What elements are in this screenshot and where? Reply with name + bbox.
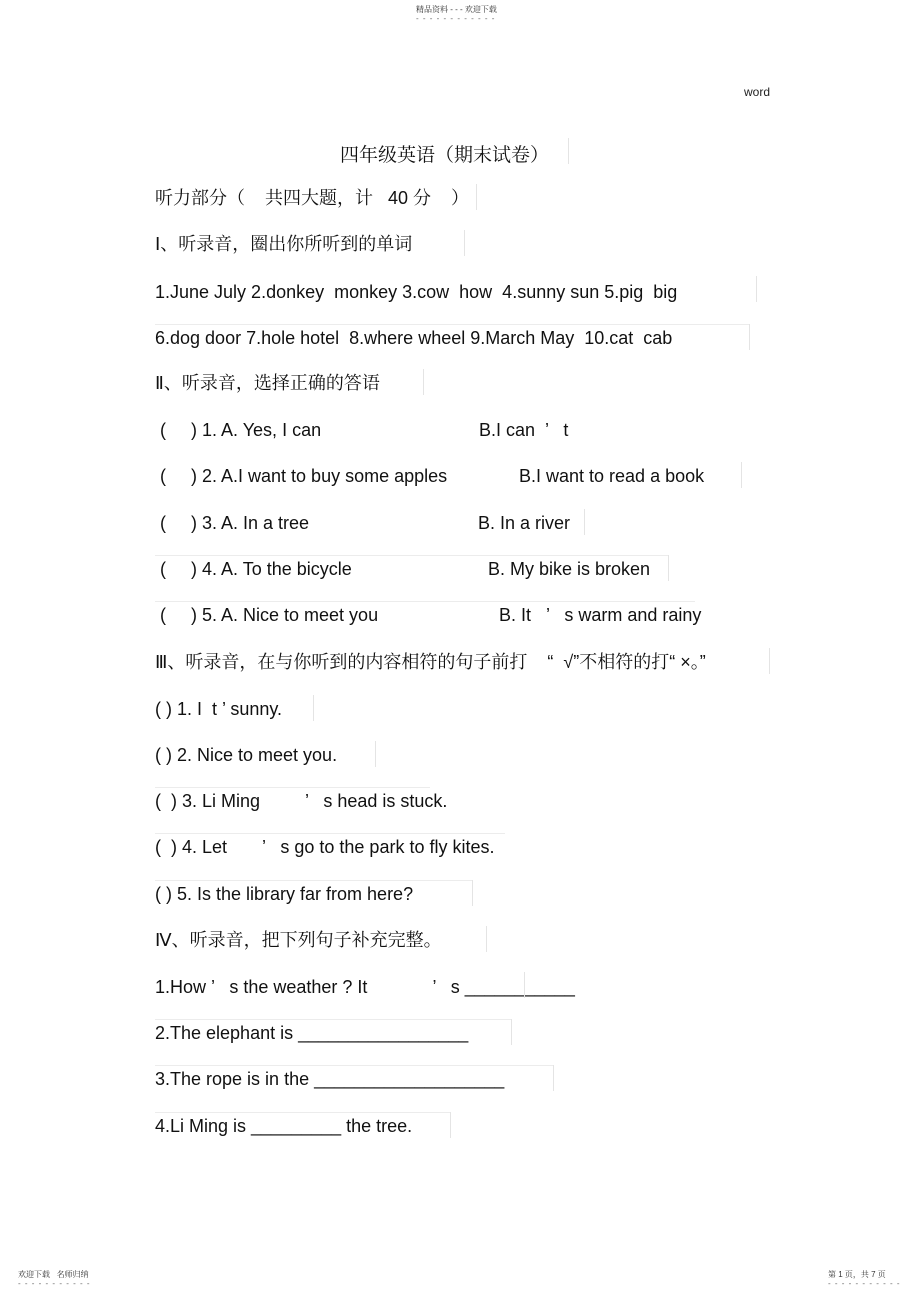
row-guide (155, 787, 430, 788)
part4-heading: Ⅳ、听录音，把下列句子补充完整。 (155, 930, 442, 950)
part3-item5: ( ) 5. Is the library far from here? (155, 884, 414, 904)
margin-mark (464, 230, 465, 256)
row-guide (155, 555, 669, 556)
margin-mark (450, 1112, 451, 1138)
part2-item1-b: B.I can ’ t (479, 420, 569, 440)
row-guide (155, 1019, 511, 1020)
part4-item3: 3.The rope is in the ___________________ (155, 1069, 505, 1089)
margin-mark (584, 509, 585, 535)
part1-heading: Ⅰ、听录音，圈出你所听到的单词 (155, 234, 413, 254)
row-guide (155, 601, 695, 602)
part2-item5-a: ( ) 5. A. Nice to meet you (160, 605, 379, 625)
margin-mark (769, 648, 770, 674)
margin-mark (553, 1065, 554, 1091)
margin-mark (486, 926, 487, 952)
header-text: 精品资料 - - - 欢迎下载 (416, 5, 497, 14)
part3-item4: ( ) 4. Let ’ s go to the park to fly kites. (155, 837, 495, 857)
part2-heading: Ⅱ、听录音，选择正确的答语 (155, 373, 380, 393)
margin-mark (668, 555, 669, 581)
row-guide (155, 324, 749, 325)
part3-item3: ( ) 3. Li Ming ’ s head is stuck. (155, 791, 448, 811)
row-guide (155, 1065, 553, 1066)
footer-left: 欢迎下载 名师归纳 (18, 1270, 89, 1279)
margin-mark (511, 1019, 512, 1045)
part2-item3-a: ( ) 3. A. In a tree (160, 513, 310, 533)
margin-mark (472, 880, 473, 906)
part3-heading: Ⅲ、听录音，在与你听到的内容相符的句子前打 “ √”不相符的打“ ×。” (155, 652, 706, 672)
word-label: word (744, 85, 771, 99)
margin-mark (749, 324, 750, 350)
margin-mark (756, 276, 757, 302)
part3-item2: ( ) 2. Nice to meet you. (155, 745, 338, 765)
row-guide (155, 880, 472, 881)
row-guide (155, 1112, 450, 1113)
section-intro: 听力部分（ 共四大题，计 40 分 ） (155, 188, 470, 208)
row-guide (155, 833, 505, 834)
part4-item4: 4.Li Ming is _________ the tree. (155, 1116, 413, 1136)
part3-item1: ( ) 1. I t ’ sunny. (155, 699, 283, 719)
footer-right-dots: - - - - - - - - - - - (828, 1279, 901, 1288)
margin-mark (524, 972, 525, 998)
part4-item1: 1.How ’ s the weather ? It ’ s ___________ (155, 977, 575, 997)
footer-page-number: 第 1 页，共 7 页 (828, 1270, 886, 1279)
part2-item4-a: ( ) 4. A. To the bicycle (160, 559, 352, 579)
margin-mark (476, 184, 477, 210)
part2-item4-b: B. My bike is broken (488, 559, 651, 579)
margin-mark (375, 741, 376, 767)
part1-line1: 1.June July 2.donkey monkey 3.cow how 4.sunny sun 5.pig big (155, 282, 678, 302)
header-dots: - - - - - - - - - - - - (416, 14, 496, 23)
margin-mark (423, 369, 424, 395)
part2-item5-b: B. It ’ s warm and rainy (499, 605, 702, 625)
margin-mark (741, 462, 742, 488)
part2-item2-a: ( ) 2. A.I want to buy some apples (160, 466, 448, 486)
page-title: 四年级英语（期末试卷） (340, 145, 550, 166)
part1-line2: 6.dog door 7.hole hotel 8.where wheel 9.March May 10.cat cab (155, 328, 673, 348)
part2-item2-b: B.I want to read a book (519, 466, 705, 486)
part2-item1-a: ( ) 1. A. Yes, I can (160, 420, 322, 440)
margin-mark (313, 695, 314, 721)
margin-mark (568, 138, 569, 164)
footer-left-dots: - - - - - - - - - - - (18, 1279, 91, 1288)
part4-item2: 2.The elephant is _________________ (155, 1023, 469, 1043)
part2-item3-b: B. In a river (478, 513, 571, 533)
